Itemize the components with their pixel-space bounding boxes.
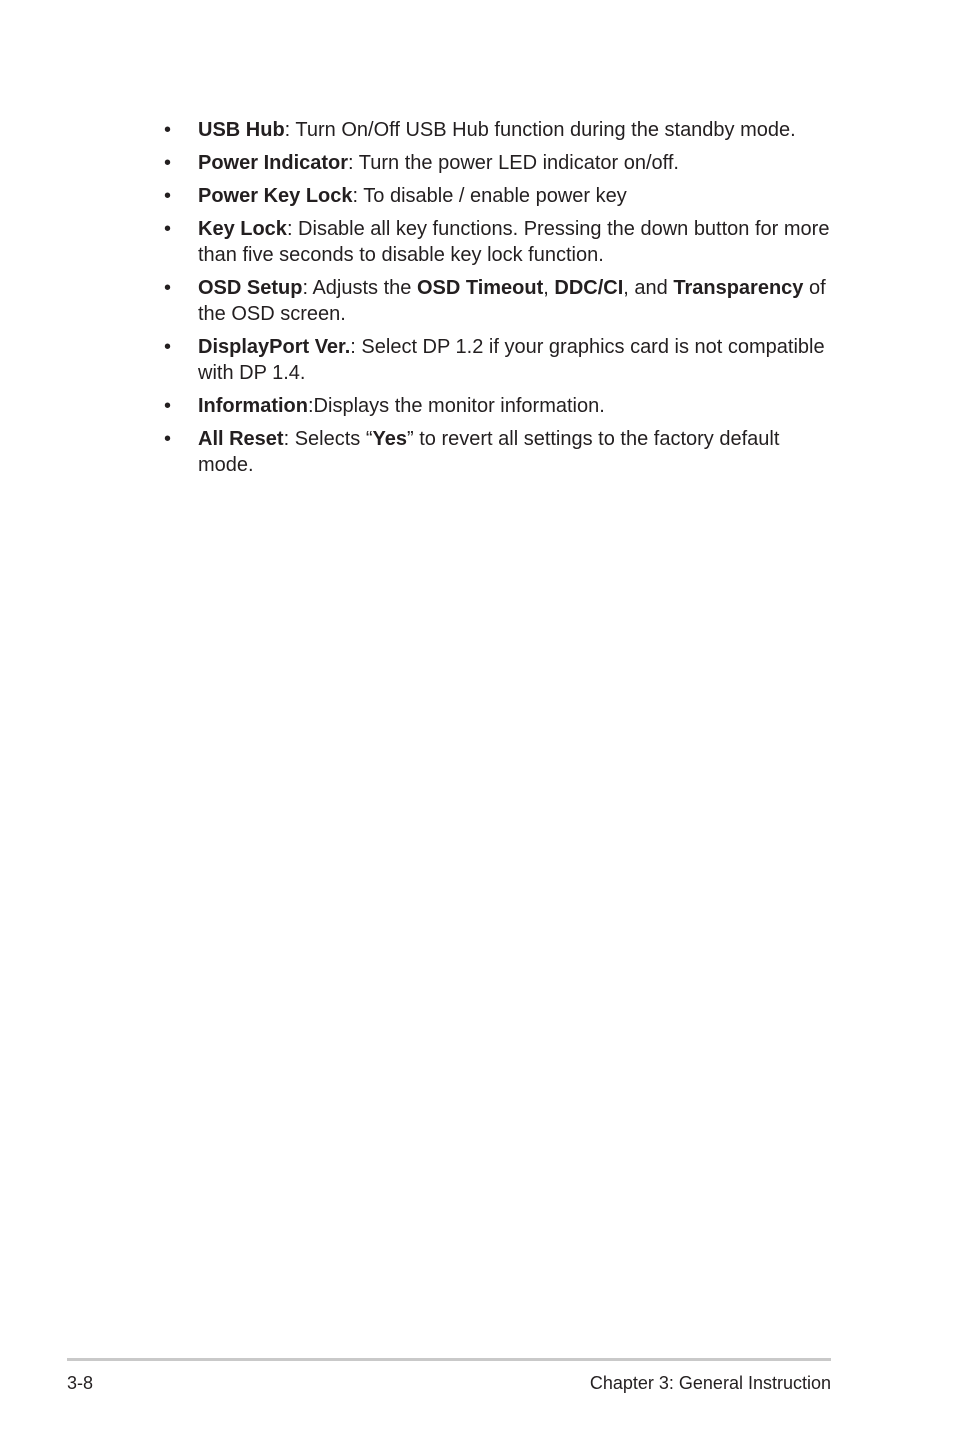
list-item (164, 117, 836, 143)
term-osd-timeout: OSD Timeout (416, 277, 544, 299)
term-transparency: Transparency (673, 277, 804, 299)
list-item (164, 393, 836, 419)
description-text: :Displays the monitor information. (308, 395, 605, 417)
description-text: : Adjusts the (302, 277, 417, 299)
description-text: : Turn the power LED indicator on/off. (348, 152, 679, 174)
list-item (164, 150, 836, 176)
description-text: : To disable / enable power key (352, 185, 627, 207)
term-information: Information (198, 395, 308, 417)
bullet-icon: • (164, 119, 172, 141)
term-power-indicator: Power Indicator (198, 152, 349, 174)
bullet-icon: • (164, 218, 172, 240)
description-text: : Select DP 1.2 if your graphics card is not compatible with DP 1.4. (198, 336, 825, 384)
description-text: , and (623, 277, 674, 299)
bullet-icon: • (164, 336, 172, 358)
term-all-reset: All Reset (198, 428, 284, 450)
list-item (164, 275, 836, 327)
term-osd-setup: OSD Setup (198, 277, 303, 299)
list-item (164, 334, 836, 386)
description-text: , (543, 277, 555, 299)
list-item (164, 216, 836, 268)
list-item (164, 426, 836, 478)
term-usb-hub: USB Hub (198, 119, 285, 141)
page-number: 3-8 (67, 1373, 94, 1393)
document-body (164, 117, 836, 485)
bullet-icon: • (164, 428, 172, 450)
bullet-icon: • (164, 152, 172, 174)
description-text: : Selects “ (283, 428, 373, 450)
description-text: ” to revert all settings to the factory default mode. (198, 428, 780, 476)
settings-bullet-list (164, 117, 836, 478)
term-power-key-lock: Power Key Lock (198, 185, 353, 207)
chapter-title: Chapter 3: General Instruction (589, 1373, 831, 1393)
description-text: : Turn On/Off USB Hub function during the standby mode. (284, 119, 796, 141)
term-displayport-ver: DisplayPort Ver. (198, 336, 351, 358)
footer-divider (67, 1358, 831, 1361)
list-item (164, 183, 836, 209)
term-yes: Yes (372, 428, 407, 450)
description-text: : Disable all key functions. Pressing the down button for more than five seconds to disable key lock function. (198, 218, 830, 266)
description-text: of the OSD screen. (198, 277, 826, 325)
term-key-lock: Key Lock (198, 218, 287, 240)
term-ddc-ci: DDC/CI (554, 277, 624, 299)
bullet-icon: • (164, 277, 172, 299)
bullet-icon: • (164, 185, 172, 207)
bullet-icon: • (164, 395, 172, 417)
